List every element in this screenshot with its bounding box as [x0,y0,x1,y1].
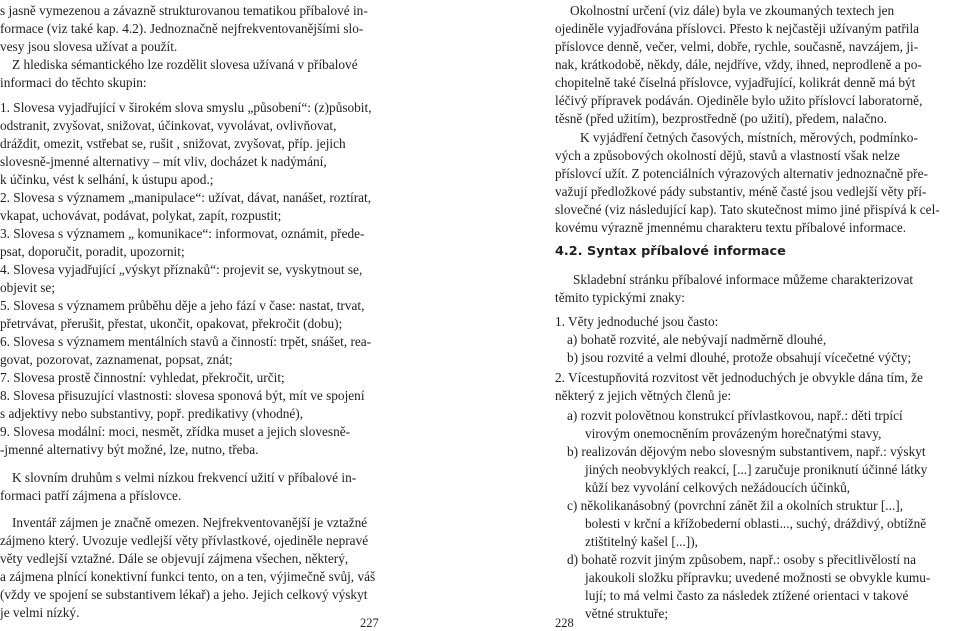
text-line: 2. Slovesa s významem „manipulace“: užívat, dávat, nanášet, roztírat, [0,190,372,205]
right-page [555,0,960,631]
text-line: dráždit, omezit, vstřebat se, rušit , snižovat, zvyšovat, příp. jejich [0,136,346,151]
text-line: a) rozvit polovětnou konstrukcí přívlastkovou, např.: děti trpící [567,408,903,423]
text-line: 5. Slovesa s významem průběhu děje a jeho fází v čase: nastat, trvat, [0,298,365,313]
text-line: věty vedlejší vztažné. Dále se objevují zájmena všechen, některý, [0,551,349,566]
text-line: a zájmena plnící konektivní funkci tento, on a ten, výjimečně svůj, váš [0,569,376,584]
text-line: b) jsou rozvité a velmi dlouhé, protože obsahují vícečetné výčty; [567,350,912,365]
text-line: govat, pozorovat, zaznamenat, popsat, znát; [0,352,233,367]
text-line: 1. Věty jednoduché jsou často: [555,314,719,329]
text-line: ztištitelný kašel [...]), [585,534,698,549]
text-line: 1. Slovesa vyjadřující v širokém slova smyslu „působení“: (z)působit, [0,100,372,115]
text-line: bolesti v krční a křížobederní oblasti..., suchý, dráždivý, obtížně [585,516,927,531]
text-line: vkapat, uchovávat, podávat, polykat, zapít, rozpustit; [0,208,282,223]
text-line: těmito typickými znaky: [555,290,685,305]
text-line: nak, krátkodobě, někdy, dále, nejdříve, vždy, ihned, neprodleně a po- [555,57,922,72]
text-line: slovečné (viz následující kap). Tato skutečnost mimo jiné přispívá k cel- [555,202,940,217]
text-line: vých a způsobových okolností dějů, stavů a vlastností však nelze [555,148,900,163]
text-line: 3. Slovesa s významem „ komunikace“: informovat, oznámit, přede- [0,226,365,241]
text-line: K slovním druhům s velmi nízkou frekvencí užití v příbalové in- [12,470,357,485]
text-line: a) bohatě rozvité, ale nebývají nadměrně dlouhé, [567,332,827,347]
text-line: chopitelně také číselná příslovce, vyjadřující, kolikrát denně má být [555,75,916,90]
text-line: 7. Slovesa prostě činnostní: vyhledat, překročit, určit; [0,370,285,385]
text-line: -jmenné alternativy být možné, lze, nutno, třeba. [0,442,259,457]
text-line: kovému výrazně jmennému charakteru textu příbalové informace. [555,220,907,235]
right-page-number: 228 [555,616,574,630]
text-line: s adjektivy nebo substantivy, popř. predikativy (vhodné), [0,406,304,421]
text-line: k účinku, vést k selhání, k ústupu apod.; [0,172,214,187]
text-line: važují předložkové pády substantiv, méně časté jsou vedlejší věty pří- [555,184,927,199]
text-line: ojediněle vyjadřována příslovci. Přesto k nejčastěji užívaným patřila [555,21,920,36]
left-page [0,0,410,631]
text-line: přetrvávat, přerušit, přestat, ukončit, opakovat, překročit (dobu); [0,316,343,331]
text-line: Z hlediska sémantického lze rozdělit slovesa užívaná v příbalové [12,57,358,72]
text-line: Inventář zájmen je značně omezen. Nejfrekventovanější je vztažné [12,515,368,530]
text-line: příslovce denně, večer, velmi, dobře, rychle, současně, navzájem, ji- [555,39,919,54]
text-line: K vyjádření četných časových, místních, měrových, podmínko- [580,130,918,145]
text-line: slovesně-jmenné alternativy – mít vliv, docházet k nadýmání, [0,154,327,169]
text-line: c) několikanásobný (povrchní zánět žil a okolních struktur [...], [567,498,904,513]
text-line: informaci do těchto skupin: [0,75,147,90]
text-line: zájmeno který. Uvozuje vedlejší věty přívlastkové, ojediněle nepravé [0,533,369,548]
section-heading: 4.2. Syntax příbalové informace [555,244,786,259]
text-line: (vždy ve spojení se substantivem lékař) a jeho. Jejich celkový výskyt [0,587,368,602]
text-line: psat, doporučit, poradit, upozornit; [0,244,185,259]
text-line: Okolnostní určení (viz dále) byla ve zkoumaných textech jen [570,3,895,18]
text-line: léčivý přípravek podáván. Ojediněle bylo užito příslovcí laboratorně, [555,93,923,108]
left-page-number: 227 [360,616,379,630]
text-line: lují; to má velmi často za následek ztížené orientaci v takové [585,588,909,603]
text-line: příslovcí užít. Z potenciálních výrazových alternativ jednoznačně pře- [555,166,928,181]
text-line: formace (viz také kap. 4.2). Jednoznačně nejfrekventovanějšími slo- [0,21,364,36]
text-line: objevit se; [0,280,56,295]
text-line: kůží bez vyvolání celkových nežádoucích účinků, [585,480,851,495]
text-line: b) realizován dějovým nebo slovesným substantivem, např.: výskyt [567,444,926,459]
text-line: 9. Slovesa modální: moci, nesmět, zřídka muset a jejich slovesně- [0,424,351,439]
text-line: jakoukoli složku přípravku; uvedené možnosti se obvykle kumu- [585,570,931,585]
text-line: Skladební stránku příbalové informace můžeme charakterizovat [573,272,914,287]
text-line: 6. Slovesa s významem mentálních stavů a činností: trpět, snášet, rea- [0,334,372,349]
text-line: 8. Slovesa přisuzující vlastnosti: slovesa sponová být, mít ve spojení [0,388,365,403]
text-line: d) bohatě rozvit jiným způsobem, např.: osoby s přecitlivělostí na [567,552,916,567]
text-line: s jasně vymezenou a závazně strukturovanou tematikou příbalové in- [0,3,368,18]
text-line: 2. Vícestupňovitá rozvitost vět jednoduchých je obvykle dána tím, že [555,370,923,385]
text-line: těsně (před užitím), bezprostředně (po užití), předem, nalačno. [555,111,887,126]
text-line: některý z jejich větných členů je: [555,388,732,403]
text-line: vesy jsou slovesa užívat a použít. [0,39,178,54]
text-line: formaci patří zájmena a příslovce. [0,488,182,503]
text-line: jiných neobvyklých reakcí, [...] zaručuje proniknutí účinné látky [585,462,928,477]
text-line: virovým onemocněním provázeným horečnatými stavy, [585,426,882,441]
text-line: 4. Slovesa vyjadřující „výskyt příznaků“: projevit se, vyskytnout se, [0,262,363,277]
text-line: větné struktuře; [585,606,669,621]
text-line: je velmi nízký. [0,605,80,620]
text-line: odstranit, zvyšovat, snižovat, účinkovat, vyvolávat, ovlivňovat, [0,118,337,133]
